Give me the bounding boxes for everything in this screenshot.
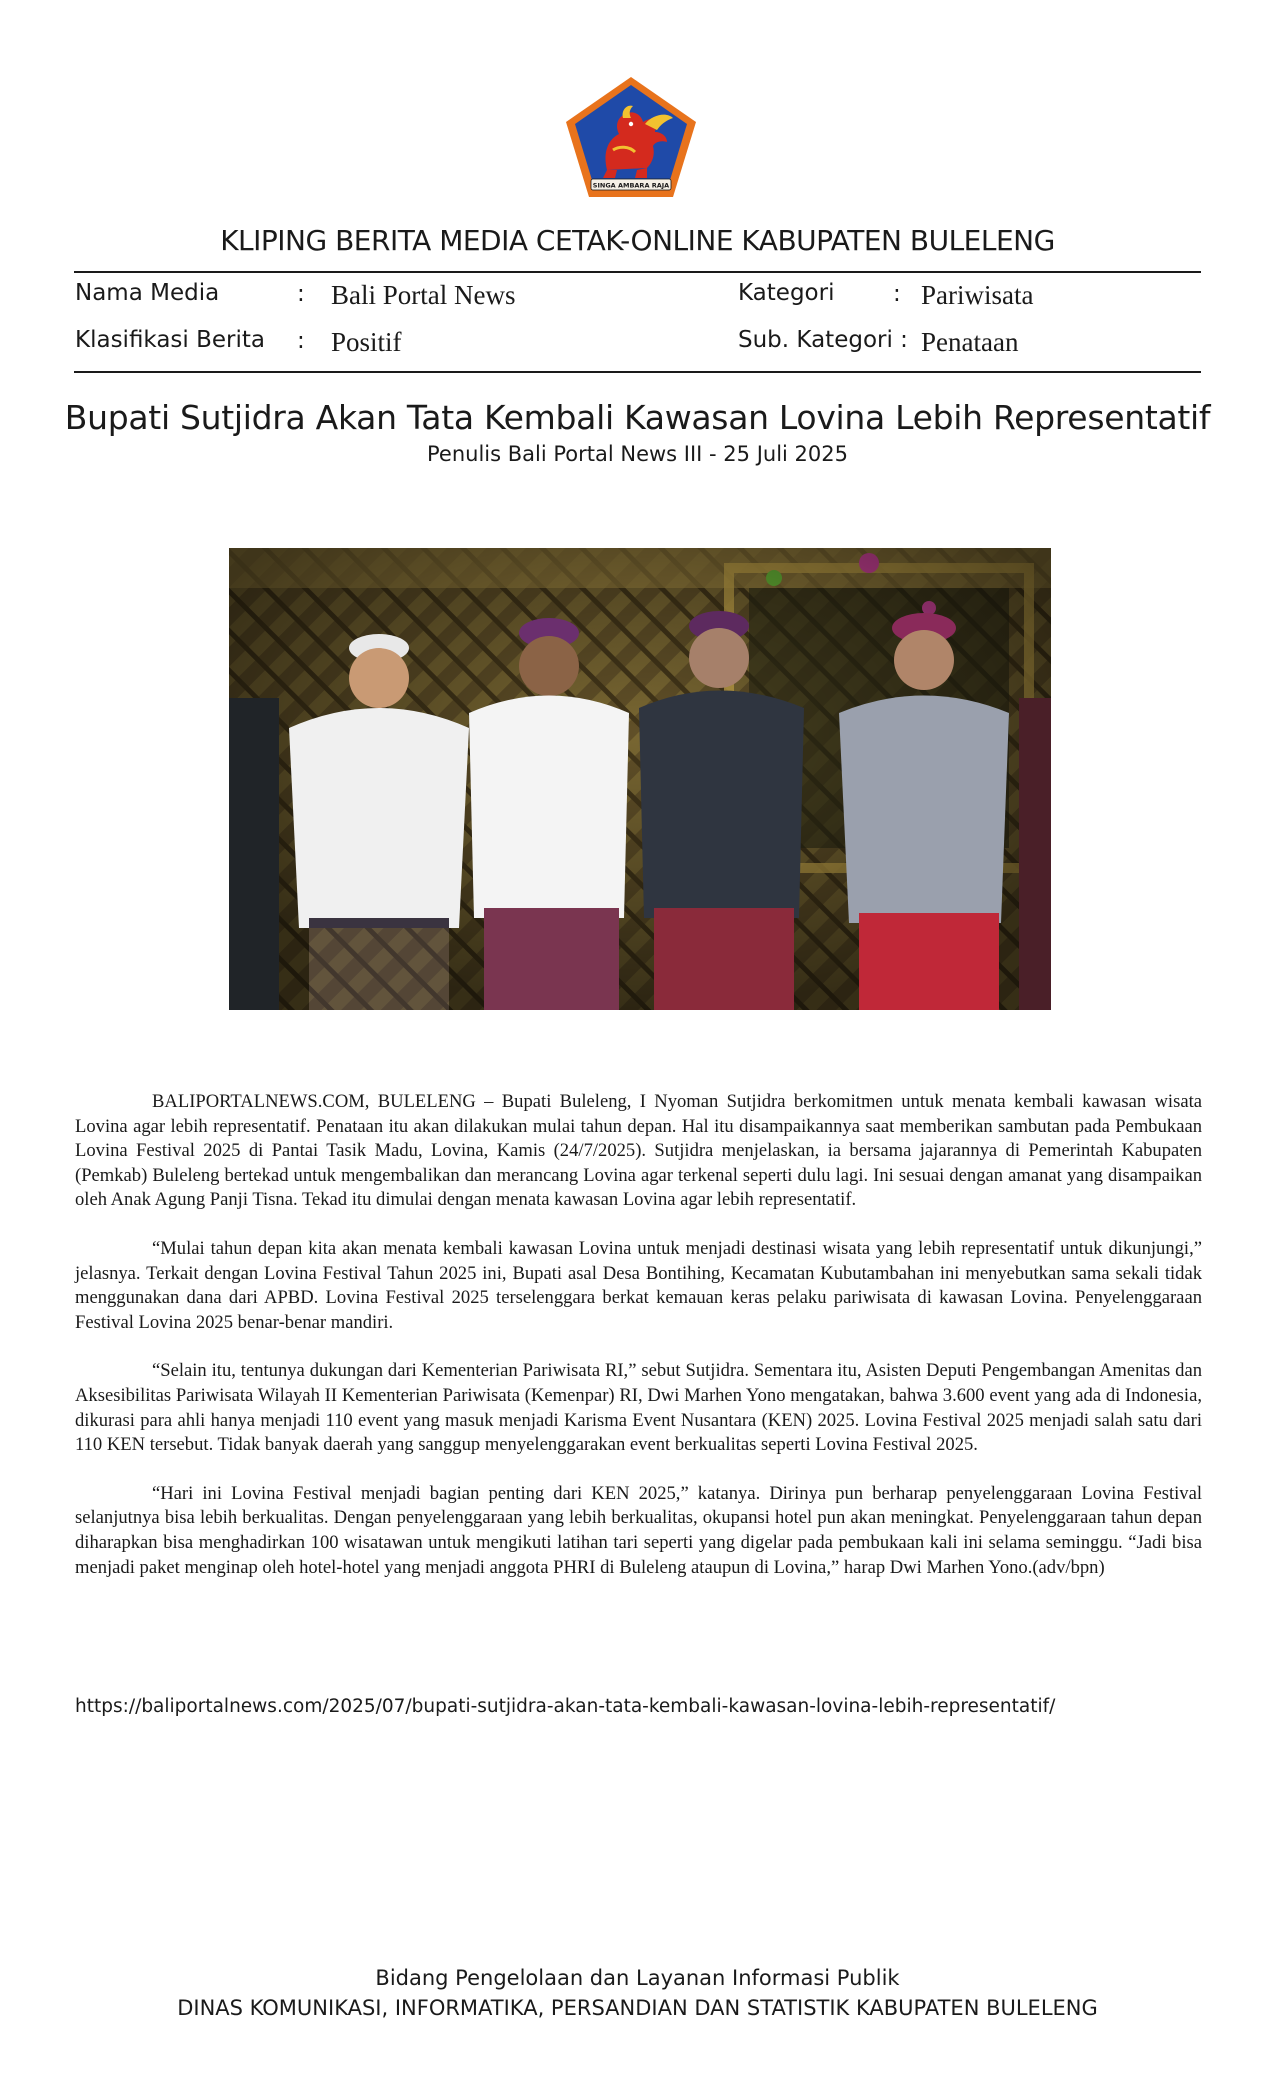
article-body	[75, 1090, 1202, 1604]
article-headline: Bupati Sutjidra Akan Tata Kembali Kawasan Lovina Lebih Representatif	[64, 398, 1211, 437]
category-value: Pariwisata	[921, 280, 1034, 310]
logo-motto: SINGA AMBARA RAJA	[592, 181, 670, 190]
clipping-header-title: KLIPING BERITA MEDIA CETAK-ONLINE KABUPATEN BULELENG	[220, 224, 1055, 257]
article-paragraph: BALIPORTALNEWS.COM, BULELENG – Bupati Buleleng, I Nyoman Sutjidra berkomitmen untuk menata kembali kawasan wisata Lovina agar lebih representatif. Penataan itu akan dilakukan mulai tahun depan. Hal itu disampaikannya saat memberikan sambutan pada Pembukaan Lovina Festival 2025 di Pantai Tasik Madu, Lovina, Kamis (24/7/2025). Sutjidra menjelaskan, ia bersama jajarannya di Pemerintah Kabupaten (Pemkab) Buleleng bertekad untuk mengembalikan dan merancang Lovina agar terkenal seperti dulu lagi. Ini sesuai dengan amanat yang disampaikan oleh Anak Agung Panji Tisna. Tekad itu dimulai dengan menata kawasan Lovina agar lebih representatif.	[75, 1091, 1202, 1211]
footer-agency: DINAS KOMUNIKASI, INFORMATIKA, PERSANDIAN DAN STATISTIK KABUPATEN BULELENG	[177, 1996, 1098, 2020]
article-paragraph: “Mulai tahun depan kita akan menata kembali kawasan Lovina untuk menjadi destinasi wisata yang lebih representatif untuk dikunjungi,” jelasnya. Terkait dengan Lovina Festival Tahun 2025 ini, Bupati asal Desa Bontihing, Kecamatan Kubutambahan ini menyebutkan sama sekali tidak menggunakan dana dari APBD. Lovina Festival 2025 terselenggara berkat kemauan keras pelaku pariwisata di kawasan Lovina. Penyelenggaraan Festival Lovina 2025 benar-benar mandiri.	[75, 1237, 1202, 1333]
header-divider-bottom	[74, 371, 1201, 373]
article-byline: Penulis Bali Portal News III - 25 Juli 2025	[427, 442, 848, 466]
news-classification-label: Klasifikasi Berita	[75, 327, 266, 353]
subcategory-value: Penataan	[921, 327, 1019, 357]
source-url-link[interactable]: https://baliportalnews.com/2025/07/bupati-sutjidra-akan-tata-kembali-kawasan-lovina-lebih-representatif/	[75, 1696, 1056, 1717]
buleleng-regency-logo	[563, 74, 699, 200]
category-colon: :	[893, 281, 901, 307]
subcategory-label: Sub. Kategori :	[738, 327, 908, 353]
category-label: Kategori	[738, 280, 835, 306]
media-name-colon: :	[297, 281, 305, 307]
footer-division: Bidang Pengelolaan dan Layanan Informasi Publik	[375, 1966, 900, 1990]
news-classification-value: Positif	[331, 327, 402, 357]
news-classification-colon: :	[297, 328, 305, 354]
article-photo	[229, 548, 1051, 1010]
header-divider-top	[74, 271, 1201, 273]
article-paragraph: “Selain itu, tentunya dukungan dari Kementerian Pariwisata RI,” sebut Sutjidra. Sementara itu, Asisten Deputi Pengembangan Amenitas dan Aksesibilitas Pariwisata Wilayah II Kementerian Pariwisata (Kemenpar) RI, Dwi Marhen Yono mengatakan, bahwa 3.600 event yang ada di Indonesia, dikurasi para ahli hanya menjadi 110 event yang masuk menjadi Karisma Event Nusantara (KEN) 2025. Lovina Festival 2025 menjadi salah satu dari 110 KEN tersebut. Tidak banyak daerah yang sanggup menyelenggarakan event berkualitas seperti Lovina Festival 2025.	[75, 1360, 1202, 1456]
article-paragraph: “Hari ini Lovina Festival menjadi bagian penting dari KEN 2025,” katanya. Dirinya pun berharap penyelenggaraan Lovina Festival selanjutnya bisa lebih berkualitas. Dengan penyelenggaraan yang lebih berkualitas, okupansi hotel pun akan meningkat. Penyelenggaraan tahun depan diharapkan bisa menghadirkan 100 wisatawan untuk mengikuti latihan tari seperti yang digelar pada pembukaan kali ini selama seminggu. “Jadi bisa menjadi paket menginap oleh hotel-hotel yang menjadi anggota PHRI di Buleleng ataupun di Lovina,” harap Dwi Marhen Yono.(adv/bpn)	[75, 1482, 1202, 1578]
media-name-label: Nama Media	[75, 280, 220, 306]
media-name-value: Bali Portal News	[331, 280, 516, 310]
